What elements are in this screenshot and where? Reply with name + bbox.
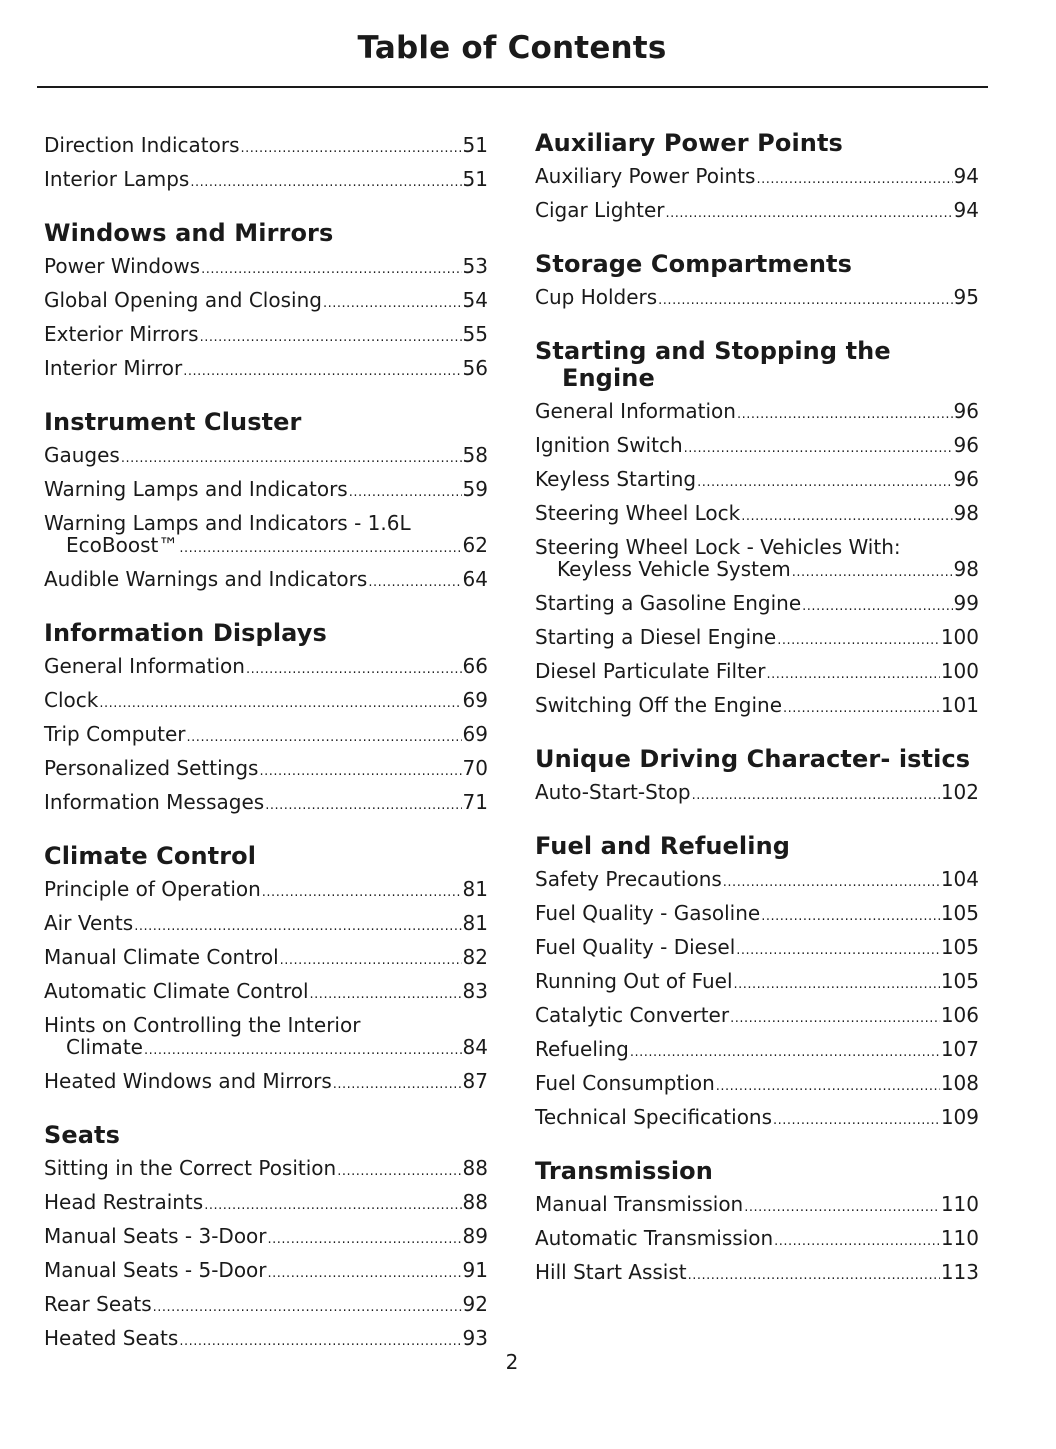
toc-entry-page: 92	[462, 1292, 488, 1316]
toc-entry-page: 91	[462, 1258, 488, 1282]
toc-entry-title: Fuel Consumption	[535, 1071, 715, 1095]
toc-entry-information-messages[interactable]	[44, 787, 488, 821]
toc-entry-continuation	[535, 558, 979, 584]
dot-leader	[201, 255, 461, 285]
page-title: Table of Contents	[357, 30, 667, 66]
dot-leader	[99, 689, 461, 719]
toc-entry-title: Warning Lamps and Indicators	[44, 477, 348, 501]
toc-entry-title-continued: EcoBoost™	[66, 533, 179, 557]
section-heading[interactable]: Windows and Mirrors	[44, 219, 334, 247]
toc-entry-page: 62	[462, 533, 488, 557]
toc-entry-page: 59	[462, 477, 488, 501]
dot-leader	[268, 1225, 462, 1255]
toc-entry-audible-warnings-and-indicators[interactable]	[44, 564, 488, 598]
toc-entry-page: 69	[462, 722, 488, 746]
toc-entry-continuation	[44, 534, 488, 560]
toc-entry-title: Audible Warnings and Indicators	[44, 567, 368, 591]
title-divider	[37, 86, 988, 88]
toc-entry-page: 101	[940, 693, 979, 717]
section-heading[interactable]: Auxiliary Power Points	[535, 129, 843, 157]
toc-entry-title: Sitting in the Correct Position	[44, 1156, 337, 1180]
toc-entry-page: 94	[953, 198, 979, 222]
toc-entry-title: Manual Climate Control	[44, 945, 279, 969]
toc-entry-interior-mirror[interactable]	[44, 353, 488, 387]
toc-entry-principle-of-operation[interactable]	[44, 874, 488, 908]
toc-entry-cup-holders[interactable]	[535, 282, 979, 316]
section-heading[interactable]: Fuel and Refueling	[535, 832, 791, 860]
toc-section-transmission	[535, 1158, 979, 1291]
dot-leader	[280, 946, 462, 976]
section-heading[interactable]: Starting and Stopping the Engine	[535, 337, 891, 392]
toc-entry-title: Refueling	[535, 1037, 629, 1061]
toc-entry-technical-specifications[interactable]	[535, 1102, 979, 1136]
toc-entry-manual-seats-5-door[interactable]	[44, 1255, 488, 1289]
toc-entry-page: 56	[462, 356, 488, 380]
toc-entry-page: 95	[953, 285, 979, 309]
dot-leader	[187, 723, 462, 753]
toc-entry-title: Exterior Mirrors	[44, 322, 199, 346]
toc-entry-interior-lamps[interactable]	[44, 164, 488, 198]
toc-entry-title: Personalized Settings	[44, 756, 259, 780]
toc-entry-title: Keyless Starting	[535, 467, 697, 491]
dot-leader	[688, 1261, 940, 1291]
toc-entry-page: 94	[953, 164, 979, 188]
toc-entry-title: Switching Off the Engine	[535, 693, 783, 717]
toc-entry-manual-climate-control[interactable]	[44, 942, 488, 976]
toc-entry-title-continued: Climate	[66, 1035, 143, 1059]
toc-entry-auxiliary-power-points[interactable]	[535, 161, 979, 195]
dot-leader	[692, 781, 940, 811]
toc-entry-title: Cup Holders	[535, 285, 658, 309]
toc-entry-page: 102	[940, 780, 979, 804]
toc-entry-title: Gauges	[44, 443, 120, 467]
toc-entry-title: Fuel Quality - Gasoline	[535, 901, 761, 925]
toc-entry-general-information[interactable]	[44, 651, 488, 685]
toc-entry-page: 54	[462, 288, 488, 312]
toc-entry-page: 104	[940, 867, 979, 891]
toc-entry-title: General Information	[44, 654, 245, 678]
toc-section-starting-and-stopping-the-engine	[535, 338, 979, 724]
section-heading[interactable]: Transmission	[535, 1157, 713, 1185]
section-heading[interactable]: Seats	[44, 1121, 121, 1149]
toc-entry-title: Clock	[44, 688, 99, 712]
dot-leader	[744, 1193, 940, 1223]
toc-entry-page: 93	[462, 1326, 488, 1350]
dot-leader	[697, 468, 952, 498]
toc-entry-keyless-starting[interactable]	[535, 464, 979, 498]
dot-leader	[761, 902, 940, 932]
section-heading[interactable]: Climate Control	[44, 842, 257, 870]
toc-entry-title: Steering Wheel Lock	[535, 501, 741, 525]
toc-entry-automatic-transmission[interactable]	[535, 1223, 979, 1257]
toc-entry-fuel-quality-diesel[interactable]	[535, 932, 979, 966]
dot-leader	[716, 1072, 940, 1102]
dot-leader	[246, 655, 462, 685]
dot-leader	[730, 1004, 940, 1034]
toc-entry-clock[interactable]	[44, 685, 488, 719]
toc-section-instrument-cluster	[44, 409, 488, 598]
toc-entry-page: 105	[940, 935, 979, 959]
toc-entry-fuel-consumption[interactable]	[535, 1068, 979, 1102]
toc-entry-title: Direction Indicators	[44, 133, 240, 157]
toc-entry-title: Manual Transmission	[535, 1192, 744, 1216]
toc-entry-safety-precautions[interactable]	[535, 864, 979, 898]
toc-entry-page: 51	[462, 133, 488, 157]
toc-entry-page: 98	[953, 557, 979, 581]
toc-entry-refueling[interactable]	[535, 1034, 979, 1068]
toc-entry-title: Information Messages	[44, 790, 265, 814]
toc-entry-manual-seats-3-door[interactable]	[44, 1221, 488, 1255]
toc-entry-page: 53	[462, 254, 488, 278]
dot-leader	[349, 478, 462, 508]
dot-leader	[792, 562, 953, 584]
toc-entry-title: Manual Seats - 5-Door	[44, 1258, 267, 1282]
dot-leader	[262, 878, 462, 908]
toc-entry-fuel-quality-gasoline[interactable]	[535, 898, 979, 932]
dot-leader	[777, 626, 940, 656]
toc-entry-starting-a-diesel-engine[interactable]	[535, 622, 979, 656]
toc-entry-title: Trip Computer	[44, 722, 186, 746]
dot-leader	[773, 1106, 940, 1136]
toc-entry-title: Running Out of Fuel	[535, 969, 733, 993]
toc-entry-rear-seats[interactable]	[44, 1289, 488, 1323]
toc-section-unique-driving-character-istics	[535, 746, 979, 811]
toc-entry-page: 96	[953, 399, 979, 423]
toc-entry-page: 64	[462, 567, 488, 591]
toc-entry-hints-on-controlling-the-interior-climate[interactable]	[44, 1010, 488, 1066]
toc-entry-diesel-particulate-filter[interactable]	[535, 656, 979, 690]
toc-entry-page: 70	[462, 756, 488, 780]
dot-leader	[783, 694, 940, 724]
toc-entry-title-continued: Keyless Vehicle System	[557, 557, 791, 581]
dot-leader	[241, 134, 462, 164]
dot-leader	[265, 791, 461, 821]
toc-entry-title: Principle of Operation	[44, 877, 261, 901]
toc-entry-heated-windows-and-mirrors[interactable]	[44, 1066, 488, 1100]
toc-entry-page: 51	[462, 167, 488, 191]
page-number: 2	[505, 1350, 519, 1374]
toc-entry-title: Power Windows	[44, 254, 201, 278]
section-heading[interactable]: Instrument Cluster	[44, 408, 302, 436]
toc-entry-title: Automatic Transmission	[535, 1226, 774, 1250]
toc-entry-page: 89	[462, 1224, 488, 1248]
toc-entry-title: Auto-Start-Stop	[535, 780, 691, 804]
toc-entry-title: Ignition Switch	[535, 433, 683, 457]
dot-leader	[736, 936, 940, 966]
toc-entry-power-windows[interactable]	[44, 251, 488, 285]
dot-leader	[200, 323, 462, 353]
toc-entry-page: 81	[462, 911, 488, 935]
toc-entry-general-information[interactable]	[535, 396, 979, 430]
toc-entry-exterior-mirrors[interactable]	[44, 319, 488, 353]
toc-right-column	[535, 130, 979, 1313]
dot-leader	[766, 660, 939, 690]
toc-entry-page: 55	[462, 322, 488, 346]
toc-entry-title: Heated Windows and Mirrors	[44, 1069, 332, 1093]
dot-leader	[121, 444, 462, 474]
toc-entry-page: 99	[953, 591, 979, 615]
toc-entry-switching-off-the-engine[interactable]	[535, 690, 979, 724]
toc-entry-air-vents[interactable]	[44, 908, 488, 942]
toc-entry-title: Warning Lamps and Indicators - 1.6L	[44, 511, 411, 535]
dot-leader	[756, 165, 952, 195]
toc-entry-starting-a-gasoline-engine[interactable]	[535, 588, 979, 622]
toc-entry-page: 81	[462, 877, 488, 901]
toc-entry-title: Air Vents	[44, 911, 134, 935]
toc-entry-cigar-lighter[interactable]	[535, 195, 979, 229]
dot-leader	[310, 980, 462, 1010]
dot-leader	[153, 1293, 462, 1323]
dot-leader	[630, 1038, 940, 1068]
toc-entry-page: 71	[462, 790, 488, 814]
toc-entry-head-restraints[interactable]	[44, 1187, 488, 1221]
toc-entry-page: 100	[940, 625, 979, 649]
toc-entry-page: 82	[462, 945, 488, 969]
dot-leader	[323, 289, 462, 319]
toc-entry-sitting-in-the-correct-position[interactable]	[44, 1153, 488, 1187]
dot-leader	[368, 568, 461, 598]
toc-entry-page: 58	[462, 443, 488, 467]
dot-leader	[337, 1157, 461, 1187]
toc-entry-page: 113	[940, 1260, 979, 1284]
toc-entry-page: 107	[940, 1037, 979, 1061]
toc-section-auxiliary-power-points	[535, 130, 979, 229]
dot-leader	[658, 286, 952, 316]
toc-entry-gauges[interactable]	[44, 440, 488, 474]
toc-entry-warning-lamps-and-indicators-1-6l-ecoboost[interactable]	[44, 508, 488, 564]
toc-entry-global-opening-and-closing[interactable]	[44, 285, 488, 319]
toc-entry-page: 98	[953, 501, 979, 525]
toc-entry-title: Catalytic Converter	[535, 1003, 730, 1027]
toc-entry-title: Manual Seats - 3-Door	[44, 1224, 267, 1248]
toc-entry-direction-indicators[interactable]	[44, 130, 488, 164]
toc-entry-page: 96	[953, 467, 979, 491]
toc-entry-title: Auxiliary Power Points	[535, 164, 756, 188]
toc-entry-ignition-switch[interactable]	[535, 430, 979, 464]
toc-entry-title: Hill Start Assist	[535, 1260, 687, 1284]
section-heading[interactable]: Storage Compartments	[535, 250, 853, 278]
toc-entry-page: 87	[462, 1069, 488, 1093]
toc-entry-title: Safety Precautions	[535, 867, 722, 891]
toc-entry-title: Hints on Controlling the Interior	[44, 1013, 361, 1037]
dot-leader	[259, 757, 461, 787]
toc-entry-title: Heated Seats	[44, 1326, 179, 1350]
section-heading[interactable]: Unique Driving Character- istics	[535, 745, 971, 773]
toc-entry-title: Cigar Lighter	[535, 198, 665, 222]
toc-entry-continuation	[44, 1036, 488, 1062]
toc-entry-running-out-of-fuel[interactable]	[535, 966, 979, 1000]
dot-leader	[179, 538, 461, 560]
toc-section-fuel-and-refueling	[535, 833, 979, 1136]
toc-entry-warning-lamps-and-indicators[interactable]	[44, 474, 488, 508]
toc-entry-title: Interior Lamps	[44, 167, 190, 191]
toc-entry-page: 108	[940, 1071, 979, 1095]
dot-leader	[737, 400, 953, 430]
dot-leader	[734, 970, 940, 1000]
toc-entry-page: 100	[940, 659, 979, 683]
dot-leader	[183, 357, 461, 387]
toc-entry-page: 96	[953, 433, 979, 457]
toc-left-column	[44, 130, 488, 1379]
toc-entry-steering-wheel-lock[interactable]	[535, 498, 979, 532]
toc-section-storage-compartments	[535, 251, 979, 316]
toc-entry-title: Steering Wheel Lock - Vehicles With:	[535, 535, 901, 559]
toc-entry-manual-transmission[interactable]	[535, 1189, 979, 1223]
toc-section-information-displays	[44, 620, 488, 821]
toc-entry-hill-start-assist[interactable]	[535, 1257, 979, 1291]
toc-entry-page: 106	[940, 1003, 979, 1027]
toc-entry-title: Global Opening and Closing	[44, 288, 322, 312]
toc-entry-catalytic-converter[interactable]	[535, 1000, 979, 1034]
toc-entry-title: Head Restraints	[44, 1190, 204, 1214]
dot-leader	[144, 1040, 462, 1062]
toc-entry-automatic-climate-control[interactable]	[44, 976, 488, 1010]
dot-leader	[741, 502, 952, 532]
toc-section-windows-and-mirrors	[44, 220, 488, 387]
toc-section-climate-control	[44, 843, 488, 1100]
dot-leader	[666, 199, 953, 229]
toc-entry-title: Rear Seats	[44, 1292, 152, 1316]
toc-entry-personalized-settings[interactable]	[44, 753, 488, 787]
toc-entry-page: 84	[462, 1035, 488, 1059]
toc-entry-title: Automatic Climate Control	[44, 979, 309, 1003]
toc-section-seats	[44, 1122, 488, 1357]
toc-entry-title: Starting a Diesel Engine	[535, 625, 777, 649]
toc-entry-page: 69	[462, 688, 488, 712]
toc-entry-steering-wheel-lock-vehicles-with-keyless-vehicle-system[interactable]	[535, 532, 979, 588]
dot-leader	[774, 1227, 940, 1257]
toc-entry-page: 110	[940, 1192, 979, 1216]
toc-entry-page: 105	[940, 901, 979, 925]
toc-entry-title: General Information	[535, 399, 736, 423]
toc-entry-auto-start-stop[interactable]	[535, 777, 979, 811]
toc-entry-title: Fuel Quality - Diesel	[535, 935, 736, 959]
toc-entry-page: 110	[940, 1226, 979, 1250]
toc-entry-title: Diesel Particulate Filter	[535, 659, 766, 683]
dot-leader	[204, 1191, 461, 1221]
dot-leader	[268, 1259, 462, 1289]
toc-entry-page: 88	[462, 1190, 488, 1214]
toc-entry-page: 83	[462, 979, 488, 1003]
toc-entry-title: Starting a Gasoline Engine	[535, 591, 802, 615]
dot-leader	[684, 434, 953, 464]
dot-leader	[134, 912, 461, 942]
toc-section-continued	[44, 130, 488, 198]
dot-leader	[190, 168, 461, 198]
dot-leader	[333, 1070, 462, 1100]
toc-entry-title: Interior Mirror	[44, 356, 183, 380]
toc-entry-page: 109	[940, 1105, 979, 1129]
toc-entry-title: Technical Specifications	[535, 1105, 773, 1129]
toc-entry-trip-computer[interactable]	[44, 719, 488, 753]
section-heading[interactable]: Information Displays	[44, 619, 327, 647]
dot-leader	[802, 592, 952, 622]
dot-leader	[723, 868, 940, 898]
toc-entry-page: 105	[940, 969, 979, 993]
toc-entry-page: 66	[462, 654, 488, 678]
toc-entry-page: 88	[462, 1156, 488, 1180]
